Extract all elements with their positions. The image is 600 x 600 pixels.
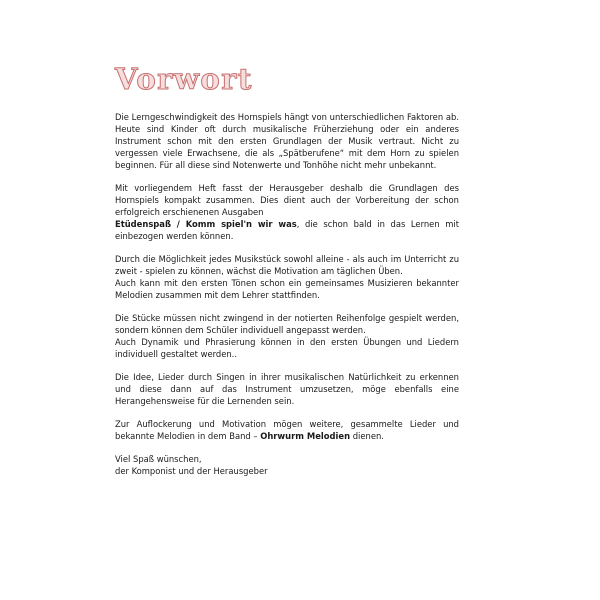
paragraph-2-text: Mit vorliegendem Heft fasst der Herausgeber deshalb die Grundlagen des Hornspiels kompakt zusammen. Dies dient auch der Vorbereitung der schon erfolgreich erschienenen Ausgaben [115,183,459,217]
closing-greeting: Viel Spaß wünschen, [115,454,202,464]
paragraph-3-sentence-2: Auch kann mit den ersten Tönen schon ein gemeinsames Musizieren bekannter Melodien zusammen mit dem Lehrer stattfinden. [115,278,459,300]
paragraph-4-sentence-1: Die Stücke müssen nicht zwingend in der notierten Reihenfolge gespielt werden, sondern können dem Schüler individuell angepasst werden. [115,313,459,335]
book-titles-bold: Etüdenspaß / Komm spiel'n wir was [115,219,297,229]
paragraph-3 [115,253,459,301]
paragraph-6-text: Zur Auflockerung und Motivation mögen weitere, gesammelte Lieder und bekannte Melodien in dem Band – [115,419,459,441]
page-title: Vorwort [115,62,253,96]
paragraph-3-sentence-1: Durch die Möglichkeit jedes Musikstück sowohl alleine - als auch im Unterricht zu zweit - spielen zu können, wächst die Motivation am täglichen Üben. [115,254,459,276]
closing [115,453,459,477]
paragraph-4 [115,312,459,360]
paragraph-6 [115,418,459,442]
paragraph-2 [115,182,459,242]
paragraph-1: Die Lerngeschwindigkeit des Hornspiels hängt von unterschiedlichen Faktoren ab. Heute sind Kinder oft durch musikalische Früherziehung oder ein anderes Instrument schon mit den ersten Grundlagen der Musik vertraut. Nicht zu vergessen viele Erwachsene, die als „Spätberufene“ mit dem Horn zu spielen beginnen. Für all diese sind Notenwerte und Tonhöhe nicht mehr unbekannt. [115,112,459,170]
ohrwurm-title-bold: Ohrwurm Melodien [260,431,351,441]
paragraph-4-sentence-2: Auch Dynamik und Phrasierung können in den ersten Übungen und Liedern individuell gestaltet werden.. [115,337,459,359]
preface-page [115,62,459,488]
closing-signature: der Komponist und der Herausgeber [115,466,268,476]
paragraph-2-text-end: , die schon bald in das Lernen mit einbezogen werden können. [115,219,459,241]
paragraph-5: Die Idee, Lieder durch Singen in ihrer musikalischen Natürlichkeit zu erkennen und diese dann auf das Instrument umzusetzen, möge ebenfalls eine Herangehensweise für die Lernenden sein. [115,372,459,406]
paragraph-6-text-end: dienen. [350,431,384,441]
